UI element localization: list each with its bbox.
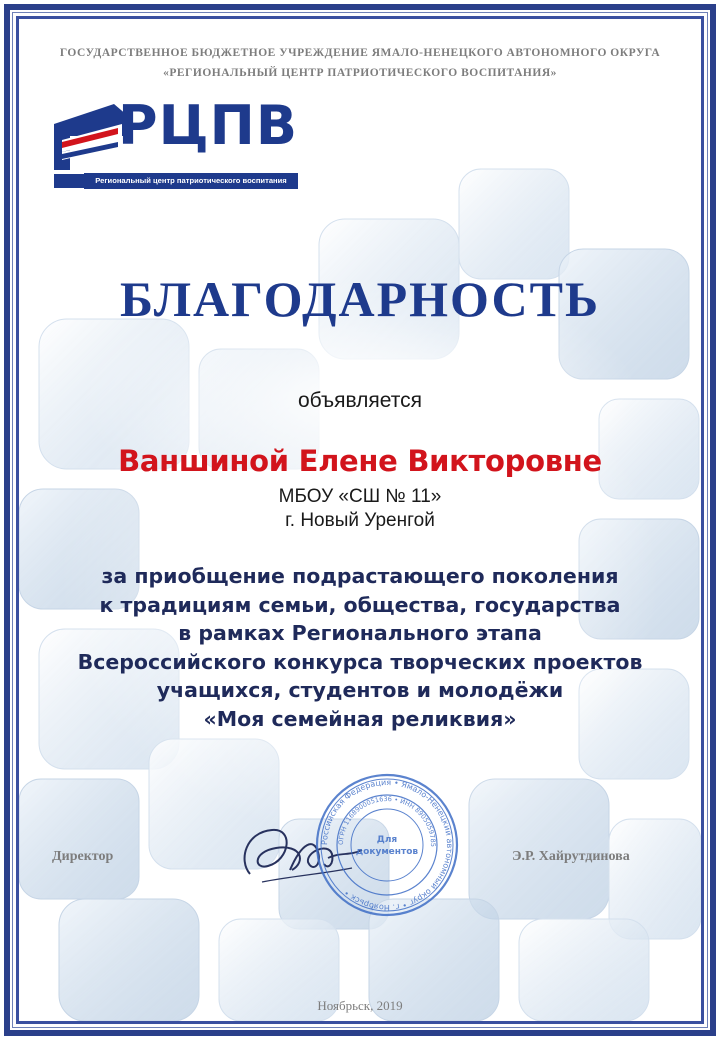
logo-caption: Региональный центр патриотического воспитания xyxy=(84,173,298,189)
organization-line-1: ГОСУДАРСТВЕННОЕ БЮДЖЕТНОЕ УЧРЕЖДЕНИЕ ЯМАЛО-НЕНЕЦКОГО АВТОНОМНОГО ОКРУГА xyxy=(59,47,661,59)
reason-line: «Моя семейная реликвия» xyxy=(203,706,517,731)
director-name: Э.Р. Хайрутдинова xyxy=(512,849,630,864)
director-label: Директор xyxy=(52,849,114,864)
organization-line-2: «РЕГИОНАЛЬНЫЙ ЦЕНТР ПАТРИОТИЧЕСКОГО ВОСПИТАНИЯ» xyxy=(163,67,557,79)
reason-line: за приобщение подрастающего поколения xyxy=(101,564,619,588)
recipient-city: г. Новый Уренгой xyxy=(285,510,435,531)
announced-text: объявляется xyxy=(297,389,423,412)
award-reason xyxy=(24,562,696,733)
reason-line: учащихся, студентов и молодёжи xyxy=(156,678,564,702)
certificate-title: БЛАГОДАРНОСТЬ xyxy=(119,271,601,327)
recipient-school: МБОУ «СШ № 11» xyxy=(278,486,442,507)
stamp-inner-ring-text: ОГРН 1168900051636 • ИНН 8905059785 xyxy=(336,794,438,847)
reason-line: Всероссийского конкурса творческих проектов xyxy=(77,649,643,674)
recipient-name: Ваншиной Елене Викторовне xyxy=(118,444,602,478)
rcpv-logo xyxy=(52,94,302,192)
place-and-year: Ноябрьск, 2019 xyxy=(317,998,403,1013)
stamp-center-line-1: Для xyxy=(376,835,398,845)
logo-abbreviation: РЦПВ xyxy=(118,94,299,157)
official-stamp xyxy=(312,770,462,920)
stamp-center-line-2: документов xyxy=(355,847,419,857)
reason-line: в рамках Регионального этапа xyxy=(178,621,542,645)
reason-line: к традициям семьи, общества, государства xyxy=(99,592,621,617)
stamp-ring-text: Российская Федерация • Ямало-Ненецкий автономный округ • г. Ноябрьск • xyxy=(319,777,455,913)
